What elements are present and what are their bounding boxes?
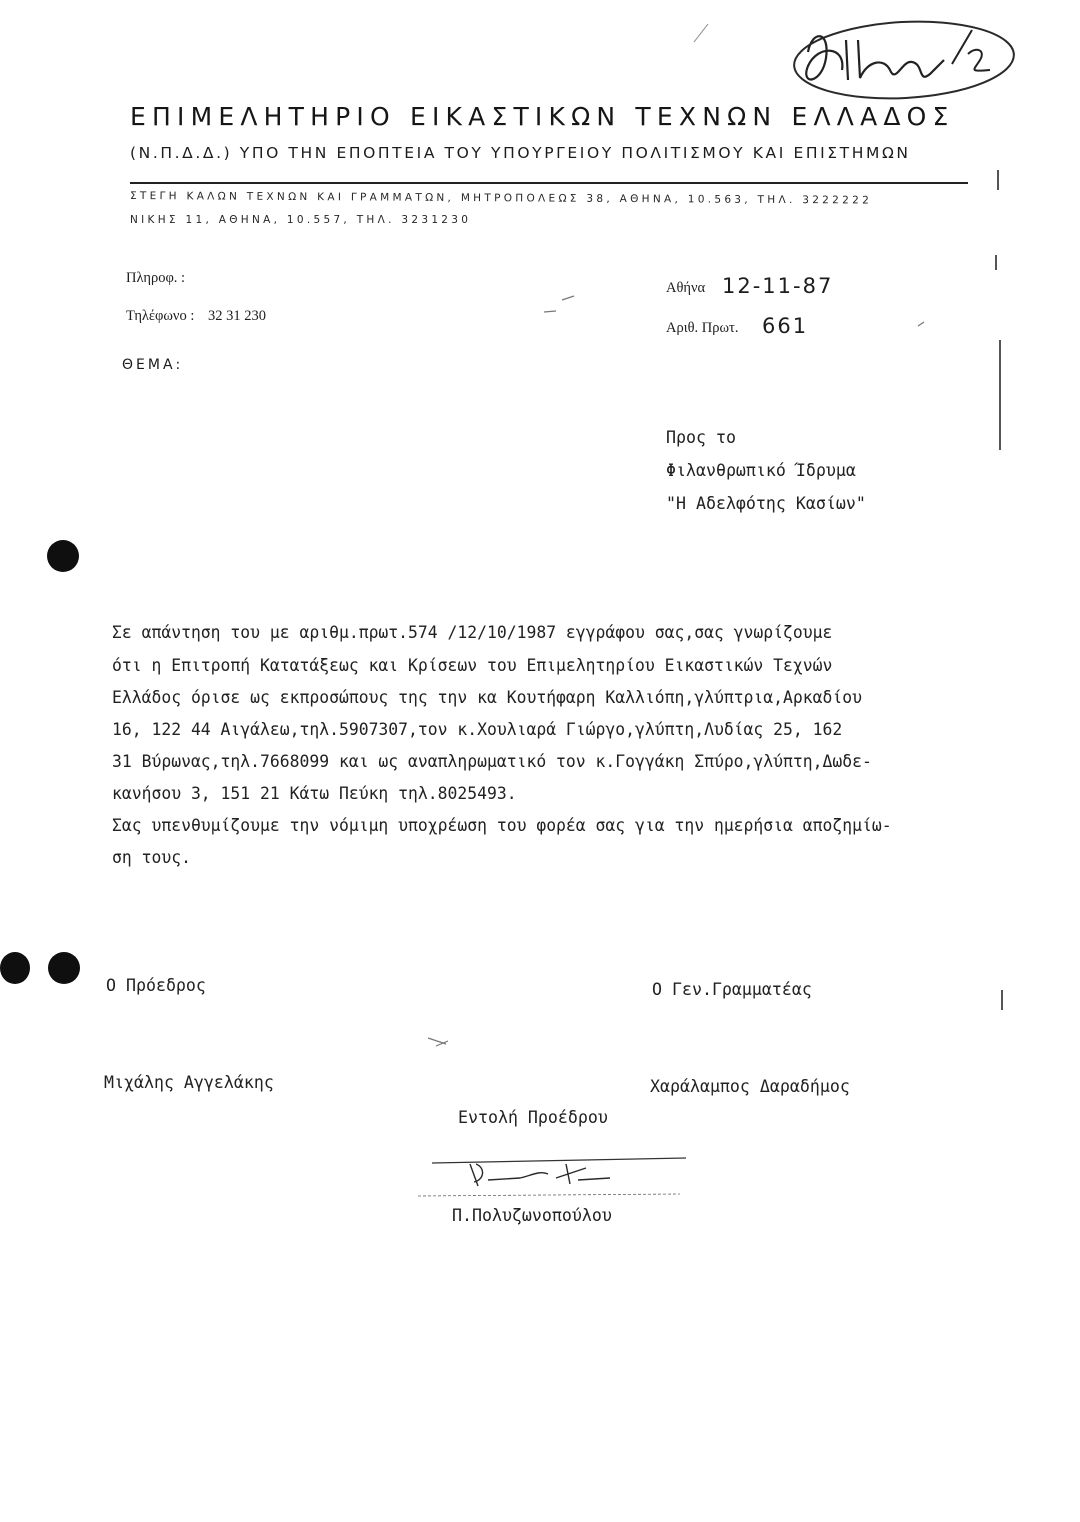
recipient-line-3: "Η Αδελφότης Κασίων": [666, 494, 866, 513]
address-line-2: ΝΙΚΗΣ 11, ΑΘΗΝΑ, 10.557, ΤΗΛ. 3231230: [130, 214, 472, 226]
body-line: 16, 122 44 Αιγάλεω,τηλ.5907307,τον κ.Χουλιαρά Γιώργο,γλύπτη,Λυδίας 25, 162: [112, 720, 843, 739]
handwritten-protocol-number: 661: [762, 314, 809, 338]
phone-label: Τηλέφωνο :: [126, 308, 195, 324]
body-line: ότι η Επιτροπή Κατατάξεως και Κρίσεων του Επιμελητηρίου Εικαστικών Τεχνών: [112, 656, 833, 675]
body-line: Ελλάδος όρισε ως εκπροσώπους της την κα Κουτήφαρη Καλλιόπη,γλύπτρια,Αρκαδίου: [112, 688, 862, 707]
body-line: Σας υπενθυμίζουμε την νόμιμη υποχρέωση του φορέα σας για την ημερήσια αποζημίω-: [112, 816, 892, 835]
organization-title: ΕΠΙΜΕΛΗΤΗΡΙΟ ΕΙΚΑΣΤΙΚΩΝ ΤΕΧΝΩΝ ΕΛΛΑΔΟΣ: [130, 102, 955, 131]
subject-label: ΘΕΜΑ:: [122, 357, 184, 373]
address-line-1: ΣΤΕΓΗ ΚΑΛΩΝ ΤΕΧΝΩΝ ΚΑΙ ΓΡΑΜΜΑΤΩΝ, ΜΗΤΡΟΠΟΛΕΩΣ 38, ΑΘΗΝΑ, 10.563, ΤΗΛ. 3222222: [129, 190, 873, 207]
organization-subtitle: (Ν.Π.Δ.Δ.) ΥΠΟ ΤΗΝ ΕΠΟΠΤΕΙΑ ΤΟΥ ΥΠΟΥΡΓΕΙΟΥ ΠΟΛΙΤΙΣΜΟΥ ΚΑΙ ΕΠΙΣΤΗΜΩΝ: [130, 144, 911, 162]
president-title: Ο Πρόεδρος: [106, 976, 206, 995]
secretary-title: Ο Γεν.Γραμματέας: [652, 980, 812, 999]
recipient-line-1: Προς το: [666, 428, 736, 447]
body-line: 31 Βύρωνας,τηλ.7668099 και ως αναπληρωματικό τον κ.Γογγάκη Σπύρο,γλύπτη,Δωδε-: [112, 752, 872, 771]
signer-name: Π.Πολυζωνοπούλου: [452, 1206, 612, 1225]
president-name: Μιχάλης Αγγελάκης: [104, 1073, 274, 1092]
on-behalf-label: Εντολή Προέδρου: [458, 1108, 608, 1127]
recipient-line-2: Φιλανθρωπικό Ίδρυμα: [666, 461, 856, 480]
info-label: Πληροφ. :: [126, 270, 186, 286]
handwritten-date: 12-11-87: [722, 274, 834, 298]
body-line: κανήσου 3, 151 21 Κάτω Πεύκη τηλ.8025493.: [112, 784, 517, 803]
body-line: ση τους.: [112, 848, 191, 867]
city-label: Αθήνα: [666, 280, 706, 296]
secretary-name: Χαράλαμπος Δαραδήμος: [650, 1077, 850, 1096]
body-line: Σε απάντηση του με αριθμ.πρωτ.574 /12/10/1987 εγγράφου σας,σας γνωρίζουμε: [112, 623, 833, 642]
protocol-label: Αριθ. Πρωτ.: [666, 320, 739, 336]
phone-value: 32 31 230: [208, 308, 266, 324]
